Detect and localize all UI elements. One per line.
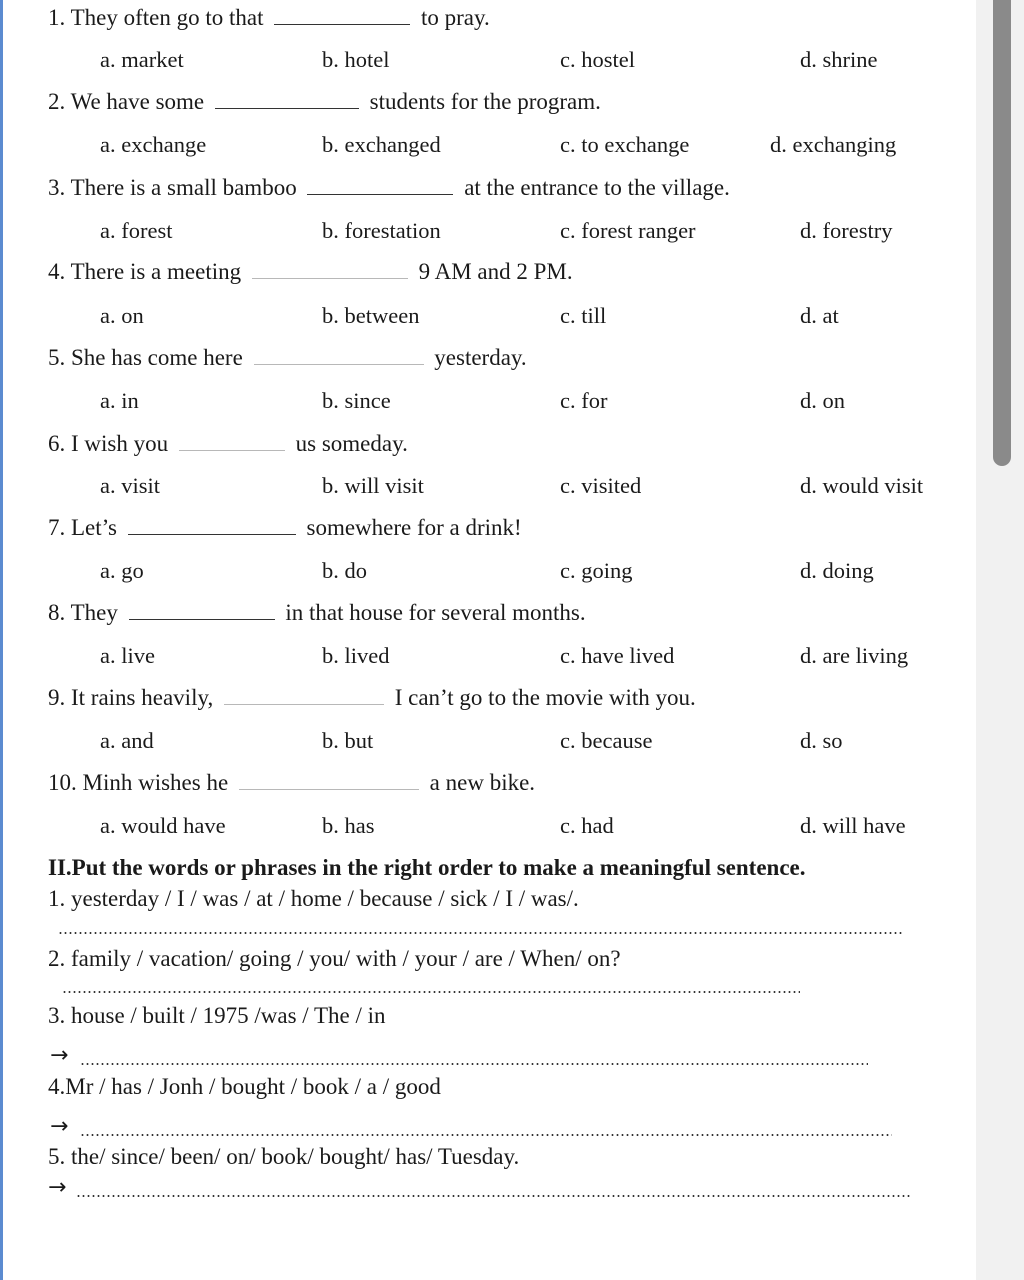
option-d[interactable]: d. would visit	[800, 473, 924, 498]
question-10	[48, 769, 535, 797]
question-number: 1.	[48, 5, 66, 30]
option-d[interactable]: d. doing	[800, 558, 874, 583]
option-a[interactable]: a. forest	[100, 218, 173, 243]
option-a[interactable]: a. market	[100, 47, 184, 72]
answer-blank[interactable]	[252, 258, 408, 279]
option-d[interactable]: d. shrine	[800, 47, 878, 72]
question-1	[48, 4, 490, 32]
answer-blank[interactable]	[129, 599, 275, 620]
question-number: 4.	[48, 259, 66, 284]
option-c[interactable]: c. going	[560, 558, 633, 583]
option-a[interactable]: a. visit	[100, 473, 160, 498]
question-text-before: Let’s	[71, 515, 117, 540]
question-text-after: in that house for several months.	[285, 600, 586, 625]
question-text-before: There is a small bamboo	[70, 175, 297, 200]
option-c[interactable]: c. because	[560, 728, 653, 753]
answer-dotted-line[interactable]	[76, 1195, 910, 1197]
option-a[interactable]: a. would have	[100, 813, 226, 838]
question-number: 5.	[48, 345, 66, 370]
answer-dotted-line[interactable]	[80, 1134, 892, 1136]
question-6	[48, 430, 408, 458]
option-b[interactable]: b. lived	[322, 643, 390, 668]
question-text-before: There is a meeting	[70, 259, 242, 284]
question-7	[48, 514, 522, 542]
option-b[interactable]: b. do	[322, 558, 367, 583]
option-b[interactable]: b. exchanged	[322, 132, 441, 157]
option-c[interactable]: c. forest ranger	[560, 218, 696, 243]
question-9	[48, 684, 696, 712]
question-text-after: a new bike.	[429, 770, 536, 795]
answer-dotted-line[interactable]	[58, 932, 903, 934]
answer-blank[interactable]	[274, 4, 410, 25]
question-text-after: us someday.	[295, 431, 408, 456]
question-text-before: We have some	[70, 89, 205, 114]
option-d[interactable]: d. on	[800, 388, 845, 413]
option-c[interactable]: c. visited	[560, 473, 642, 498]
option-d[interactable]: d. at	[800, 303, 839, 328]
option-c[interactable]: c. till	[560, 303, 607, 328]
reorder-item-2: 2. family / vacation/ going / you/ with / your / are / When/ on?	[48, 946, 621, 971]
option-b[interactable]: b. forestation	[322, 218, 441, 243]
answer-dotted-line[interactable]	[80, 1063, 868, 1065]
option-c[interactable]: c. to exchange	[560, 132, 690, 157]
answer-blank[interactable]	[224, 684, 384, 705]
option-d[interactable]: d. so	[800, 728, 843, 753]
answer-blank[interactable]	[128, 514, 296, 535]
option-a[interactable]: a. exchange	[100, 132, 207, 157]
option-b[interactable]: b. but	[322, 728, 374, 753]
option-a[interactable]: a. on	[100, 303, 144, 328]
option-a[interactable]: a. go	[100, 558, 144, 583]
option-b[interactable]: b. has	[322, 813, 375, 838]
question-text-before: They often go to that	[70, 5, 264, 30]
answer-dotted-line[interactable]	[62, 991, 800, 993]
option-d[interactable]: d. are living	[800, 643, 909, 668]
option-b[interactable]: b. will visit	[322, 473, 424, 498]
section-heading: II.Put the words or phrases in the right order to make a meaningful sentence.	[48, 855, 806, 880]
question-text-before: They	[70, 600, 118, 625]
answer-blank[interactable]	[254, 344, 424, 365]
question-8	[48, 599, 586, 627]
question-text-after: yesterday.	[434, 345, 527, 370]
option-b[interactable]: b. since	[322, 388, 391, 413]
question-text-before: She has come here	[71, 345, 243, 370]
question-3	[48, 174, 730, 202]
question-text-before: Minh wishes he	[82, 770, 229, 795]
reorder-item-3: 3. house / built / 1975 /was / The / in	[48, 1003, 386, 1028]
question-text-after: I can’t go to the movie with you.	[394, 685, 696, 710]
question-number: 6.	[48, 431, 66, 456]
question-text-after: somewhere for a drink!	[306, 515, 522, 540]
option-d[interactable]: d. will have	[800, 813, 906, 838]
question-text-after: 9 AM and 2 PM.	[418, 259, 573, 284]
page-left-edge	[0, 0, 3, 1280]
option-a[interactable]: a. live	[100, 643, 155, 668]
question-text-before: It rains heavily,	[71, 685, 214, 710]
reorder-item-4: 4.Mr / has / Jonh / bought / book / a / good	[48, 1074, 441, 1099]
question-number: 7.	[48, 515, 66, 540]
option-b[interactable]: b. hotel	[322, 47, 390, 72]
scrollbar-thumb[interactable]	[993, 0, 1011, 466]
question-number: 2.	[48, 89, 66, 114]
question-number: 3.	[48, 175, 66, 200]
question-4	[48, 258, 573, 286]
question-number: 10.	[48, 770, 77, 795]
question-text-after: students for the program.	[369, 89, 601, 114]
question-text-after: at the entrance to the village.	[464, 175, 730, 200]
question-text-after: to pray.	[421, 5, 490, 30]
option-c[interactable]: c. hostel	[560, 47, 635, 72]
answer-blank[interactable]	[307, 174, 453, 195]
option-b[interactable]: b. between	[322, 303, 420, 328]
option-c[interactable]: c. had	[560, 813, 614, 838]
answer-blank[interactable]	[179, 430, 285, 451]
option-a[interactable]: a. and	[100, 728, 154, 753]
reorder-item-1: 1. yesterday / I / was / at / home / because / sick / I / was/.	[48, 886, 579, 911]
option-a[interactable]: a. in	[100, 388, 139, 413]
arrow-right-icon: →	[48, 1175, 67, 1200]
question-2	[48, 88, 601, 116]
option-c[interactable]: c. for	[560, 388, 608, 413]
option-d[interactable]: d. exchanging	[770, 132, 897, 157]
question-number: 9.	[48, 685, 66, 710]
option-c[interactable]: c. have lived	[560, 643, 675, 668]
reorder-item-5: 5. the/ since/ been/ on/ book/ bought/ has/ Tuesday.	[48, 1144, 520, 1169]
question-number: 8.	[48, 600, 66, 625]
question-5	[48, 344, 527, 372]
arrow-right-icon: →	[50, 1043, 69, 1068]
answer-blank[interactable]	[215, 88, 359, 109]
question-text-before: I wish you	[71, 431, 169, 456]
option-d[interactable]: d. forestry	[800, 218, 893, 243]
answer-blank[interactable]	[239, 769, 419, 790]
arrow-right-icon: →	[50, 1114, 69, 1139]
